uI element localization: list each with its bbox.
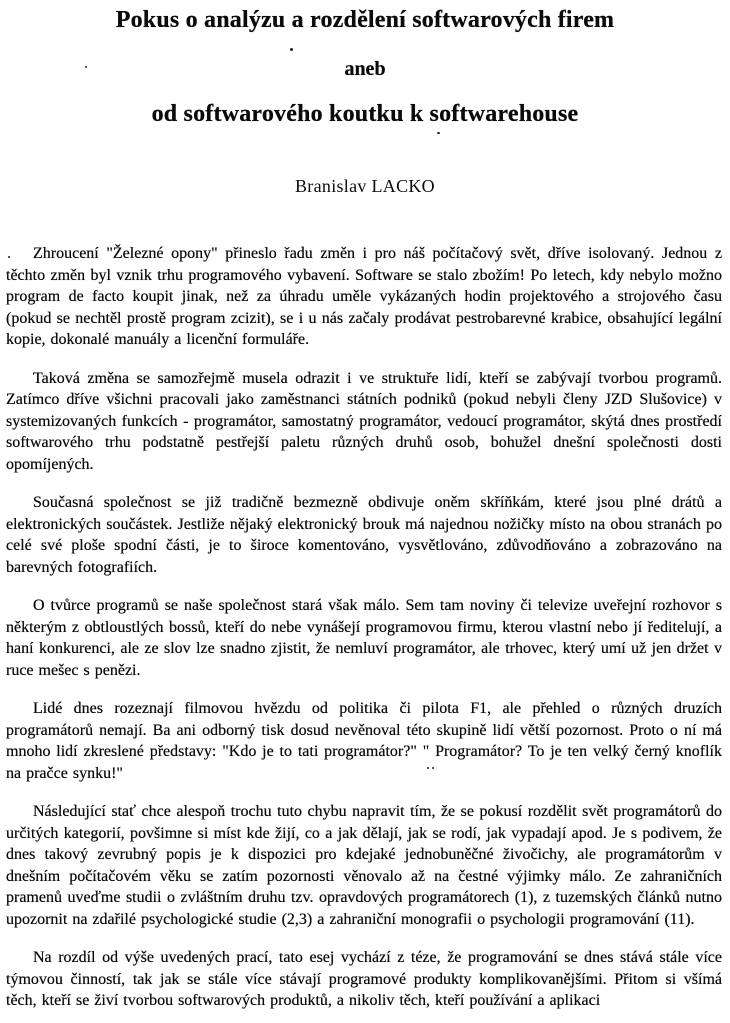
scan-speck (85, 66, 87, 68)
author-name: Branislav LACKO (295, 176, 435, 196)
title-connector: aneb (344, 58, 386, 80)
document-title: Pokus o analýzu a rozdělení softwarových firem (115, 7, 615, 33)
paragraph-6: Následující stať chce alespoň trochu tuto chybu napravit tím, že se pokusí rozdělit svět programátorů do určitých kategorií, povšimne si míst kde žijí, co a jak dělají, jak se rodí, jak vypadají apod. Je s podivem, že dnes takový zevrubný popis je k dispozici pro kdejaké jednobuněčné živočichy, ale programátorům v dnešním počítačovém věku se zatím pozornosti věnovalo až na čestné výjimky málo. Ze zahraničních pramenů uveďme studii o zvláštním druhu tzv. opravdových programátorech (1), z tuzemských článků nutno upozornit na zdařilé psychologické studie (2,3) a zahraniční monografii o psychologii programování (11). (6, 803, 722, 928)
paragraph-3: Současná společnost se již tradičně bezmezně obdivuje oněm skříňkám, které jsou plné drátů a elektronických součástek. Jestliže nějaký elektronický brouk má najednou nožičky místo na obou stranách po celé své ploše spodní části, je to široce komentováno, vysvětlováno, zdůvodňováno a zobrazováno na barevných fotografiích. (6, 494, 722, 576)
article-body (0, 243, 730, 1012)
document-page (0, 6, 730, 1023)
document-subtitle: od softwarového koutku k softwarehouse (151, 101, 579, 127)
paragraph-2: Taková změna se samozřejmě musela odrazit i ve struktuře lidí, kteří se zabývají tvorbou programů. Zatímco dříve všichni pracovali jako zaměstnanci státních podniků (pokud nebyli členy JZD Slušovice) v systemizovaných funkcích - programátor, samostatný programátor, vedoucí programátor, skýtá dnes prostředí softwarového trhu podstatně pestřejší paletu různých druhů osob, bohužel dnešní společnosti dosti opomíjených. (6, 369, 722, 473)
scan-speck (290, 48, 293, 51)
paragraph-5: Lidé dnes rozeznají filmovou hvězdu od politika či pilota F1, ale přehled o různých druzích programátorů nemají. Ba ani odborný tisk dosud nevěnoval této skupině lidí větší pozornost. Proto o ní má mnoho lidí zkreslené představy: "Kdo je to tati programátor?" " Programátor? To je ten velký černý knoflík na pračce synku!" (6, 700, 722, 782)
paragraph-7: Na rozdíl od výše uvedených prací, tato esej vychází z téze, že programování se dnes stává stále více týmovou činností, tak jak se stále více stávají programové produkty komplikovanějšími. Přitom si všímá těch, kteří se živí tvorbou softwarových produktů, a nikoliv těch, kteří používání a aplikaci (6, 949, 722, 1009)
paragraph-1: Zhroucení "Železné opony" přineslo řadu změn i pro náš počítačový svět, dříve isolovaný. Jednou z těchto změn byl vznik trhu programového vybavení. Software se stalo zbožím! Po letech, kdy nebylo možno program de facto koupit jinak, než za úhradu uměle vykázaných hodin projektového a strojového času (pokud se nechtěl prostě program zcizit), se i u nás začaly prodávat pestrobarevné krabice, obsahující legální kopie, dokonalé manuály a licenční formuláře. (6, 245, 722, 348)
scan-speck (432, 767, 434, 769)
scan-speck (8, 256, 10, 258)
scan-speck (427, 767, 429, 769)
paragraph-4: O tvůrce programů se naše společnost stará však málo. Sem tam noviny či televize uveřejní rozhovor s některým z obtloustlých bossů, kteří do nebe vynášejí programovou firmu, kterou vlastní nebo jí ředitelují, a haní konkurenci, ale ze slov lze snadno zjistit, že nemluví programátor, ale trhovec, který umí už jen držet v ruce mešec s penězi. (6, 597, 722, 679)
scan-speck (437, 132, 440, 134)
